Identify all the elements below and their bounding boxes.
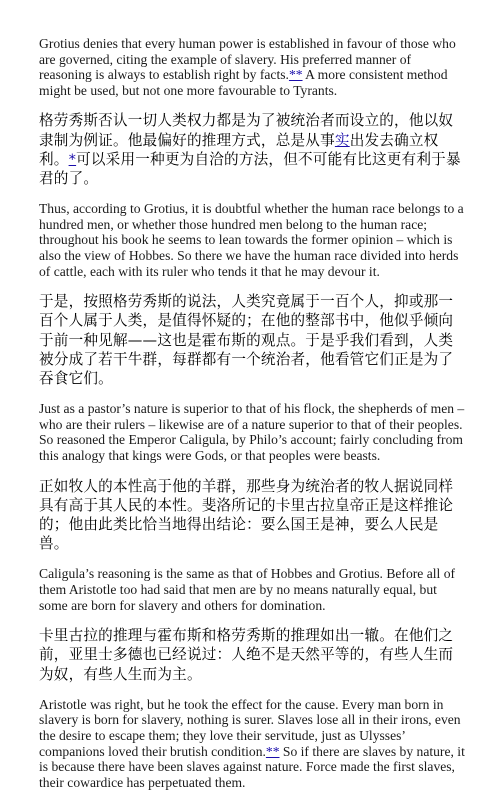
document-body: [39, 36, 465, 803]
paragraph-chinese: [39, 111, 465, 188]
paragraph-text: Grotius denies that every human power is established in favour of those who are governed, citing the example of slavery. His preferred manner of reasoning is always to establish right by facts.: [39, 36, 456, 83]
paragraph-text: Thus, according to Grotius, it is doubtful whether the human race belongs to a hundred men, or whether those hundred men belong to the human race; throughout his book he seems to lean towards the former opinion – which is also the view of Hobbes. So there we have the human race divided into herds of cattle, each with its ruler who tends it that he may devour it.: [39, 201, 464, 279]
paragraph-english: [39, 697, 465, 791]
paragraph-text: 于是，按照格劳秀斯的说法，人类究竟属于一百个人，抑或那一百个人属于人类，是值得怀疑的；在他的整部书中，他似乎倾向于前一种见解——这也是霍布斯的观点。于是乎我们看到，人类被分成了若干牛群，每群都有一个统治者，他看管它们正是为了吞食它们。: [39, 293, 454, 387]
paragraph-chinese: [39, 292, 465, 388]
paragraph-text: So if there are slaves by nature, it is because there have been slaves against nature. Force made the first slaves, their cowardice has perpetuated them.: [39, 743, 465, 790]
paragraph-text: 正如牧人的本性高于他的羊群，那些身为统治者的牧人据说同样具有高于其人民的本性。斐洛所记的卡里古拉皇帝正是这样推论的；他由此类比恰当地得出结论：要么国王是神，要么人民是兽。: [39, 477, 454, 553]
paragraph-english: [39, 566, 465, 613]
paragraph-text: Just as a pastor’s nature is superior to that of his flock, the shepherds of men – who are their rulers – likewise are of a nature superior to that of their peoples. So reasoned the Emperor Caligula, by Philo’s account; fairly concluding from this analogy that kings were Gods, or that peoples were beasts.: [39, 401, 465, 463]
paragraph-text: 卡里古拉的推理与霍布斯和格劳秀斯的推理如出一辙。在他们之前，亚里士多德也已经说过：人绝不是天然平等的，有些人生而为奴，有些人生而为主。: [39, 627, 454, 683]
paragraph-chinese: [39, 626, 465, 684]
paragraph-chinese: [39, 477, 465, 554]
paragraph-english: [39, 201, 465, 279]
footnote-link[interactable]: **: [288, 67, 303, 83]
paragraph-text: 格劳秀斯否认一切人类权力都是为了被统治者而设立的，他以奴隶制为例证。他最偏好的推理方式，总是从事: [39, 112, 454, 149]
footnote-link[interactable]: *: [68, 150, 77, 168]
paragraph-text: 出发去确立权利。: [39, 131, 439, 168]
paragraph-text: Caligula’s reasoning is the same as that of Hobbes and Grotius. Before all of them Aristotle too had said that men are by no means naturally equal, but some are born for slavery and others for domination.: [39, 566, 456, 613]
paragraph-english: [39, 401, 465, 463]
footnote-link[interactable]: **: [265, 743, 280, 759]
paragraph-text: 可以采用一种更为自洽的方法，但不可能有比这更有利于暴君的了。: [39, 150, 461, 187]
footnote-link[interactable]: 实: [334, 131, 350, 149]
paragraph-english: [39, 36, 465, 98]
paragraph-text: A more consistent method might be used, but not one more favourable to Tyrants.: [39, 67, 448, 98]
paragraph-text: Aristotle was right, but he took the effect for the cause. Every man born in slavery is born for slavery, nothing is surer. Slaves lose all in their irons, even the desire to escape them; they love their servitude, just as Ulysses’ companions loved their brutish condition.: [39, 696, 461, 759]
